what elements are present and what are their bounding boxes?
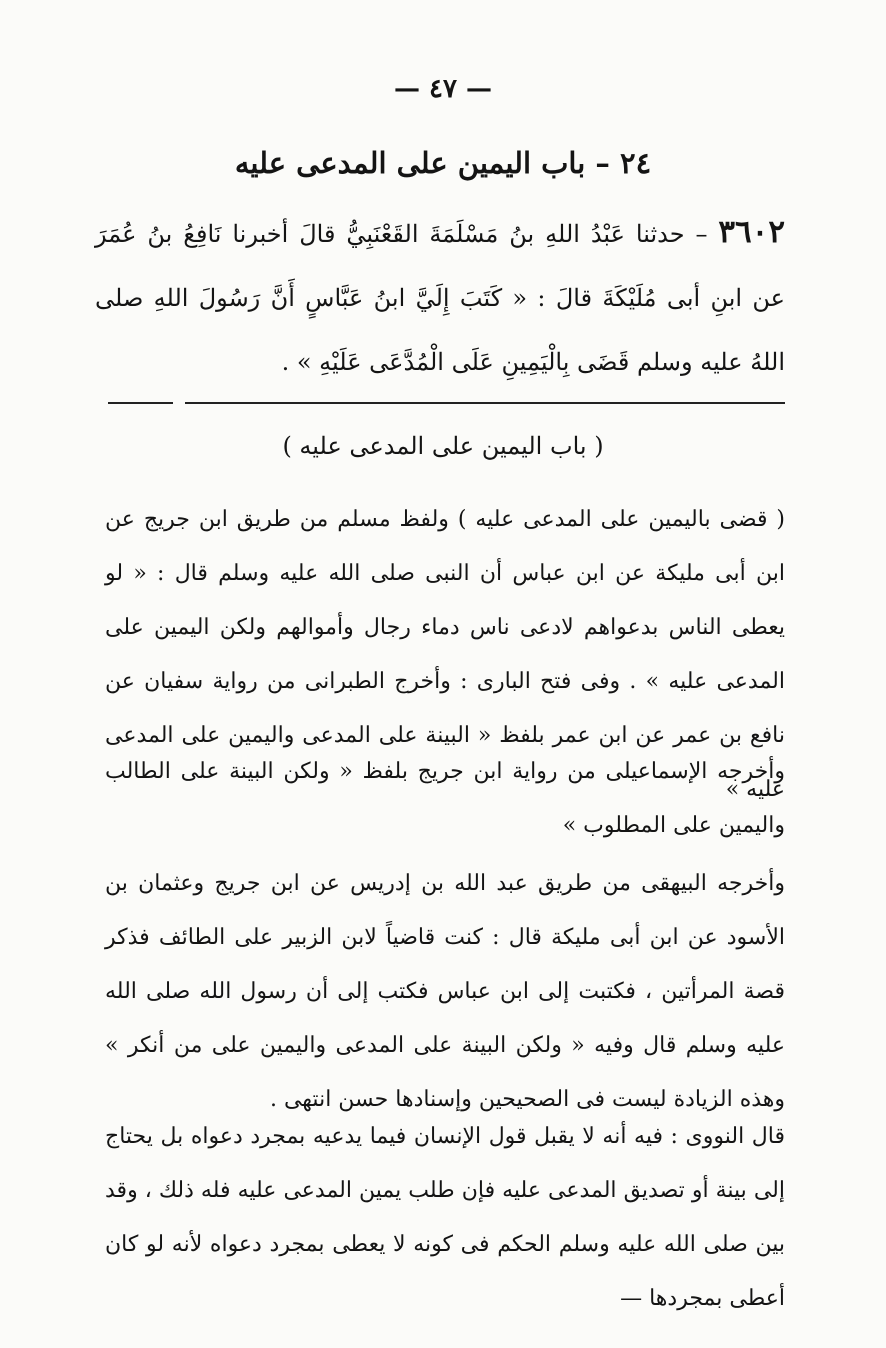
hadith-block bbox=[95, 200, 785, 394]
commentary-paragraph: وأخرجه الإسماعيلى من رواية ابن جريج بلفظ « ولكن البينة على الطالب واليمين على المطلوب » bbox=[105, 759, 785, 838]
section-divider bbox=[185, 402, 785, 404]
chapter-title: ٢٤ – باب اليمين على المدعى عليه bbox=[234, 146, 652, 180]
section-divider-short bbox=[108, 402, 173, 404]
commentary-paragraph: وأخرجه البيهقى من طريق عبد الله بن إدريس عن ابن جريج وعثمان بن الأسود عن ابن أبى مليكة قال : كنت قاضياً لابن الزبير على الطائف فذكر قصة المرأتين ، فكتبت إلى ابن عباس فكتب إلى أن رسول الله صلى الله عليه وسلم قال وفيه « ولكن البينة على المدعى واليمين على من أنكر » وهذه الزيادة ليست فى الصحيحين وإسنادها حسن انتهى . bbox=[105, 871, 785, 1112]
commentary-paragraph: قال النووى : فيه أنه لا يقبل قول الإنسان فيما يدعيه بمجرد دعواه بل يحتاج إلى بينة أو تصديق المدعى عليه فإن طلب يمين المدعى عليه فله ذلك ، وقد بين صلى الله عليه وسلم الحكم فى كونه لا يعطى بمجرد دعواه لأنه لو كان أعطى بمجردها — bbox=[105, 1124, 785, 1311]
commentary-heading: ( باب اليمين على المدعى عليه ) bbox=[282, 432, 604, 460]
hadith-text: – حدثنا عَبْدُ اللهِ بنُ مَسْلَمَةَ القَعْنَبِيُّ قالَ أخبرنا نَافِعُ بنُ عُمَرَ عن ابنِ أبى مُلَيْكَةَ قالَ : « كَتَبَ إِلَيَّ ابنُ عَبَّاسٍ أَنَّ رَسُولَ اللهِ صلى اللهُ عليه وسلم قَضَى بِالْيَمِينِ عَلَى الْمُدَّعَى عَلَيْهِ » . bbox=[95, 220, 785, 376]
hadith-number: ٣٦٠٢ bbox=[718, 214, 785, 250]
commentary-paragraph: ( قضى باليمين على المدعى عليه ) ولفظ مسلم من طريق ابن جريج عن ابن أبى مليكة عن ابن عباس أن النبى صلى الله عليه وسلم قال : « لو يعطى الناس بدعواهم لادعى ناس دماء رجال وأموالهم ولكن اليمين على المدعى عليه » . وفى فتح البارى : وأخرج الطبرانى من رواية سفيان عن نافع بن عمر عن ابن عمر بلفظ « البينة على المدعى واليمين على المدعى عليه » bbox=[105, 507, 785, 802]
page-number: — ٤٧ — bbox=[393, 74, 493, 104]
